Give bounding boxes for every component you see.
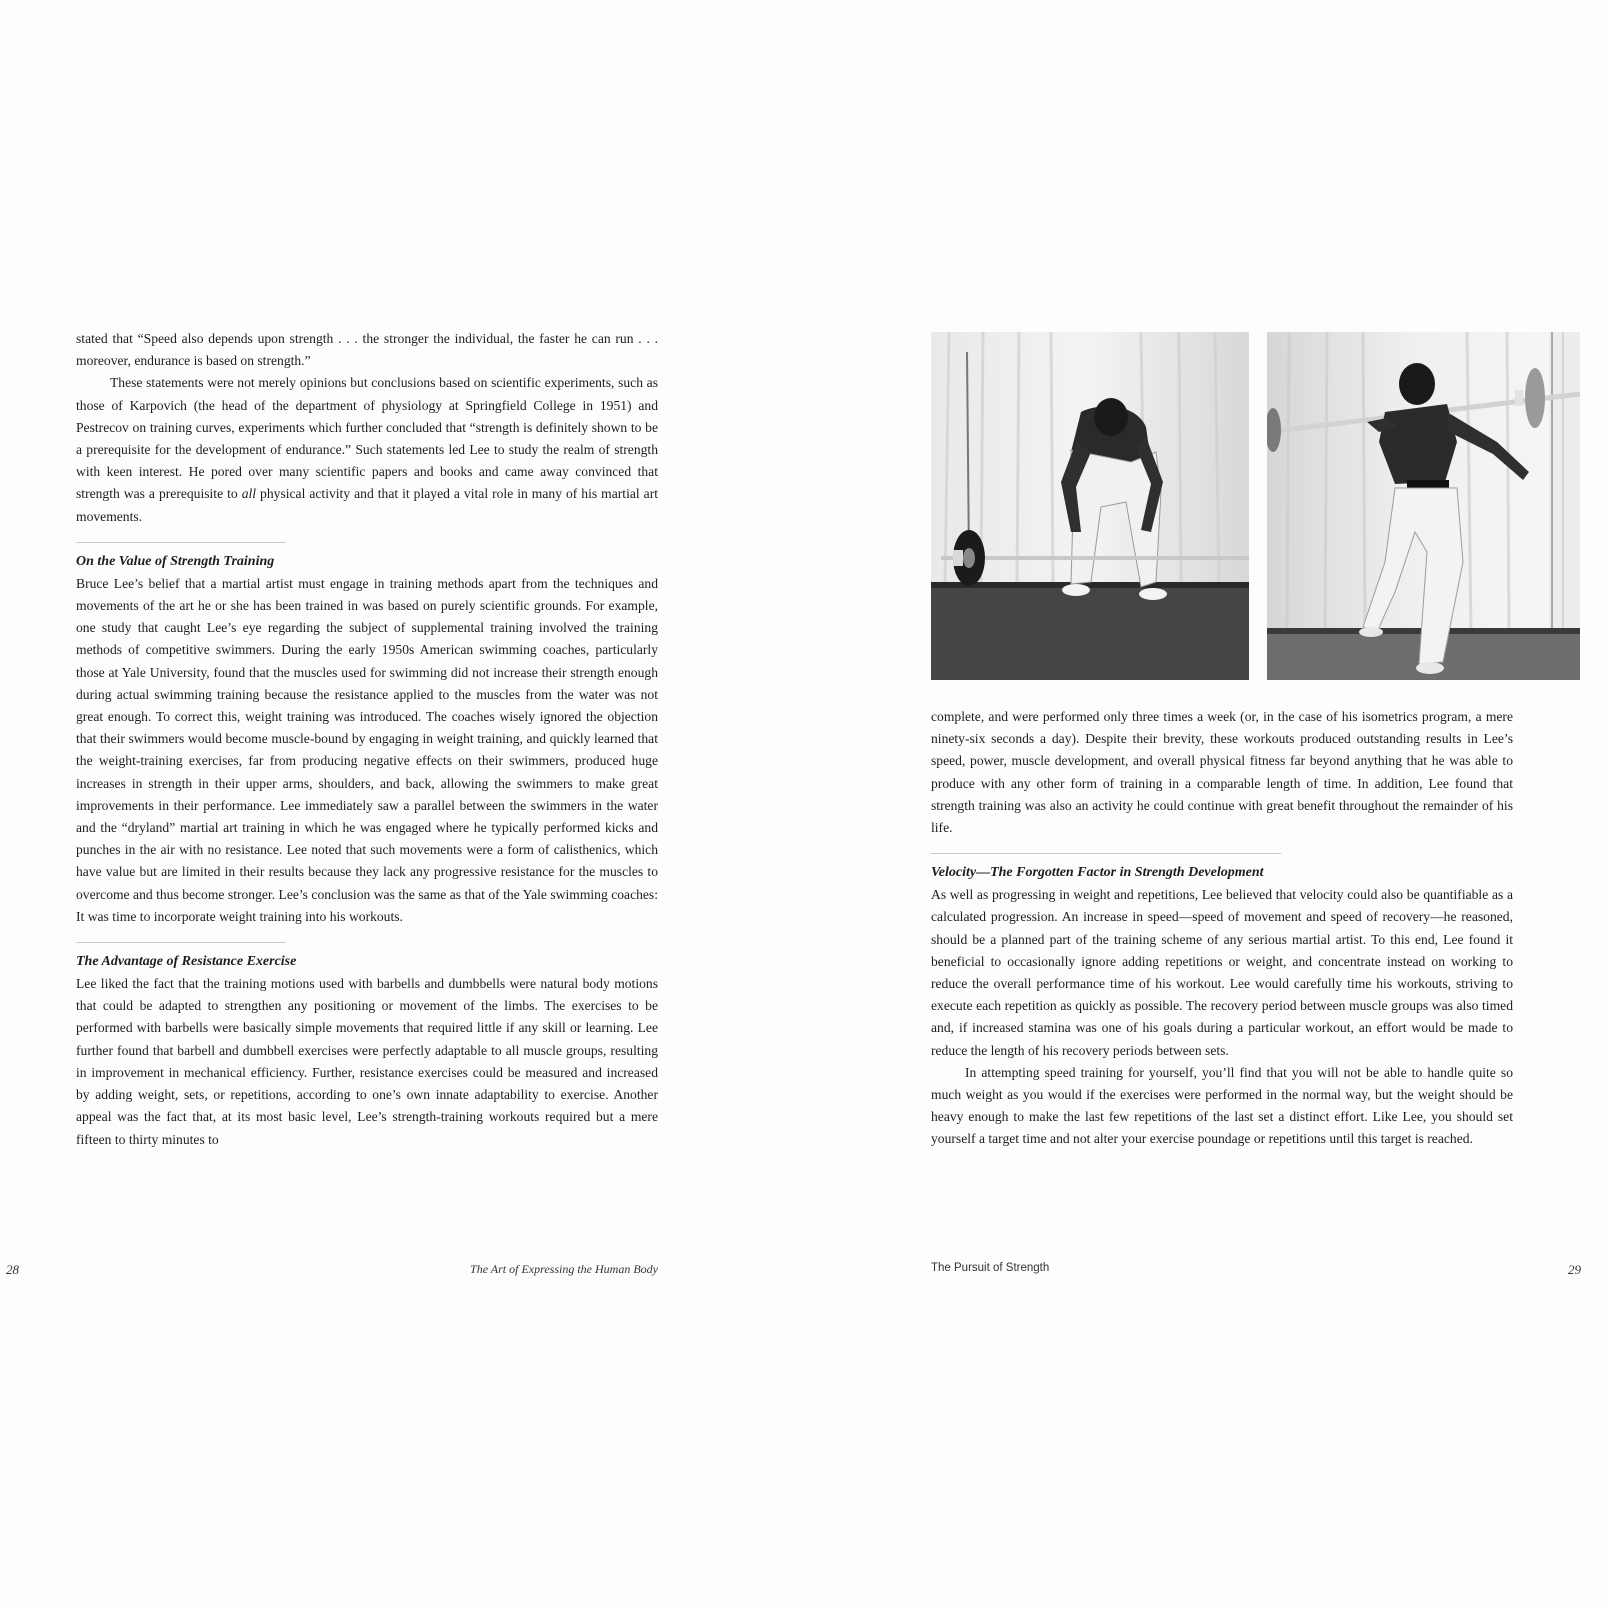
section-body-strength-training: Bruce Lee’s belief that a martial artist must engage in training methods apart from the techniques and movements of the art he or she has been trained in was based on purely scientific grounds. For example, one study that caught Lee’s eye regarding the subject of supplemental training involved the training methods of competitive swimmers. During the early 1950s American swimming coaches, particularly those at Yale University, found that the muscles used for swimming did not increase their strength enough during actual swimming training because the resistance applied to the muscles from the water was not great enough. To correct this, weight training was introduced. The coaches wisely ignored the objection that their swimmers would become muscle-bound by engaging in weight training, and quickly learned that the weight-training exercises, far from producing negative effects on their swimmers, produced huge increases in strength in their upper arms, shoulders, and back, allowing the swimmers to make great improvements in their performance. Lee immediately saw a parallel between the swimmers in the water and the “dryland” martial art training in which he was engaged where he typically performed kicks and punches in the air with no resistance. Lee noted that such movements were a form of calisthenics, which have value but are limited in their results because they lack any progressive resistance for the muscles to overcome and thus become stronger. Lee’s conclusion was the same as that of the Yale swimming coaches: It was time to incorporate weight training into his workouts. [76, 575, 658, 924]
intro-emphasis: all [241, 486, 257, 502]
continuation-paragraph: complete, and were performed only three times a week (or, in the case of his isometrics program, a mere ninety-six seconds a day). Despite their brevity, these workouts produced outstanding results in Lee’s speed, power, muscle development, and overall physical fitness far beyond anything that he was able to produce with any other form of training in a comparable length of time. In addition, Lee found that strength training was also an activity he could continue with great benefit throughout the remainder of his life. [931, 709, 1513, 836]
section-divider [931, 853, 1281, 854]
section-heading-velocity: Velocity—The Forgotten Factor in Strength Development [931, 865, 1264, 881]
running-title-right: The Pursuit of Strength [931, 1262, 1050, 1274]
section-divider [76, 942, 286, 943]
section-body-velocity: As well as progressing in weight and repetitions, Lee believed that velocity could also be quantifiable as a calculated progression. An increase in speed—speed of movement and speed of recovery—he reasoned, should be a planned part of the training scheme of any serious martial artist. To this end, Lee found it beneficial to occasionally ignore adding repetitions or weight, and concentrate instead on working to reduce the overall performance time of his workout. Lee would carefully time his workouts, striving to execute each repetition as quickly as possible. The recovery period between muscle groups was also timed and, if increased stamina was one of his goals during a particular workout, an effort would be made to reduce the length of his recovery periods between sets. [931, 887, 1513, 1058]
section-divider [76, 542, 286, 543]
page-number-left: 28 [6, 1262, 19, 1277]
section-body-speed-training: In attempting speed training for yourself, you’ll find that you will not be able to handle quite so much weight as you would if the exercises were performed in the normal way, but the weight should be heavy enough to make the last few repetitions of the last set a distinct effort. Like Lee, you should set yourself a target time and not alter your exercise poundage or repetitions until this target is reached. [931, 1064, 1513, 1147]
running-title-left: The Art of Expressing the Human Body [470, 1262, 658, 1276]
page-number-right: 29 [1568, 1262, 1581, 1277]
right-page-text [931, 706, 1513, 1151]
section-heading-resistance-exercise: The Advantage of Resistance Exercise [76, 954, 297, 970]
section-body-resistance-exercise: Lee liked the fact that the training motions used with barbells and dumbbells were natural body motions that could be adapted to strengthen any positioning or movement of the limbs. The exercises to be performed with barbells were basically simple movements that required little if any skill or learning. Lee further found that barbell and dumbbell exercises were perfectly adaptable to all muscle groups, resulting in improvement in mechanical efficiency. Further, resistance exercises could be measured and increased by adding weight, sets, or repetitions, according to one’s own innate adaptability to exercise. Another appeal was the fact that, at its most basic level, Lee’s strength-training workouts required but a mere fifteen to thirty minutes to [76, 976, 658, 1147]
section-heading-strength-training: On the Value of Strength Training [76, 553, 275, 569]
left-page-text [76, 328, 658, 1151]
photo-upright-row [1267, 332, 1580, 680]
intro-paragraph-1: stated that “Speed also depends upon strength . . . the stronger the individual, the faster he can run . . . moreover, endurance is based on strength.” [76, 331, 658, 369]
intro-text-b: physical activity and that it played a vital role in many of his martial art movements. [76, 486, 658, 524]
photo-deadlift [931, 332, 1249, 680]
intro-paragraph-2 [76, 372, 658, 527]
intro-text-a: These statements were not merely opinions but conclusions based on scientific experiments, such as those of Karpovich (the head of the department of physiology at Springfield College in 1951) and Pestrecov on training curves, experiments which further concluded that “strength is definitely shown to be a prerequisite for the development of endurance.” Such statements led Lee to study the realm of strength with keen interest. He pored over many scientific papers and books and came away convinced that strength was a prerequisite to [76, 375, 658, 502]
